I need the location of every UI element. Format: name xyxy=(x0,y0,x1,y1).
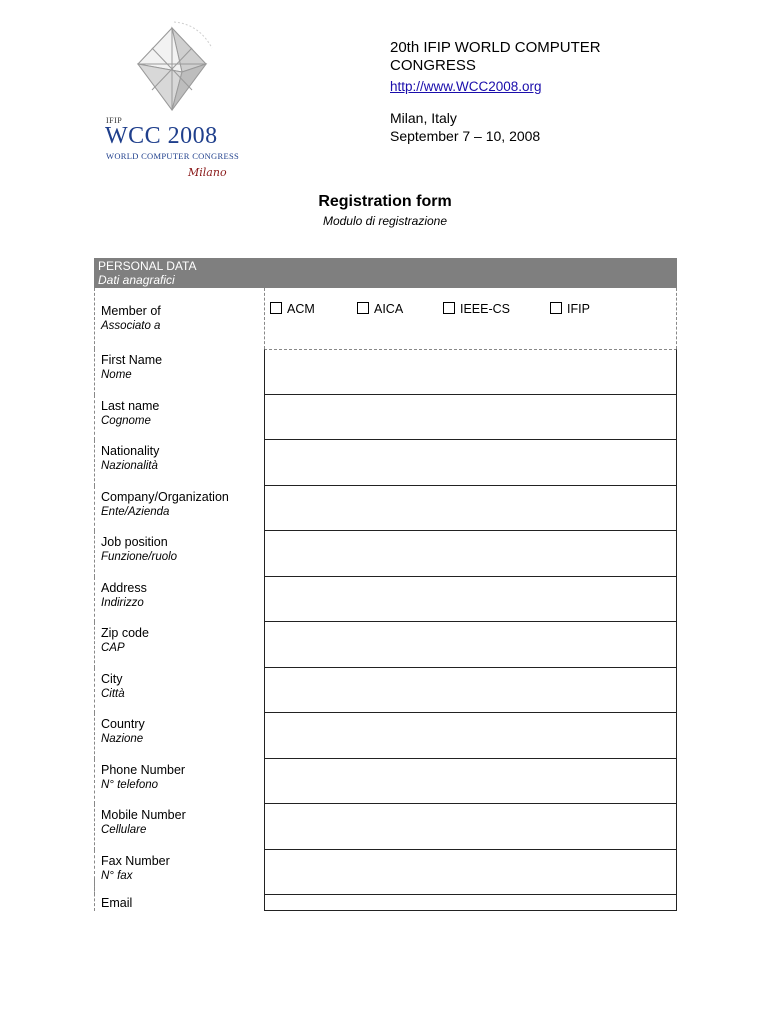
section-title: PERSONAL DATA xyxy=(98,259,197,273)
checkbox-icon[interactable] xyxy=(357,302,369,314)
registration-table xyxy=(94,258,677,911)
member-label: Member of xyxy=(101,304,161,318)
email-field[interactable] xyxy=(264,879,677,911)
logo-subtitle: WORLD COMPUTER CONGRESS xyxy=(106,151,239,161)
member-option-aica[interactable]: AICA xyxy=(357,302,403,316)
member-options xyxy=(270,302,680,318)
form-row-address: Address Indirizzo xyxy=(94,577,677,623)
logo-org: IFIP xyxy=(106,116,123,125)
form-title-block xyxy=(0,193,770,228)
checkbox-icon[interactable] xyxy=(443,302,455,314)
form-row-last-name: Last name Cognome xyxy=(94,395,677,441)
company-field[interactable] xyxy=(264,486,677,532)
form-subtitle: Modulo di registrazione xyxy=(322,214,448,228)
form-row-phone: Phone Number N° telefono xyxy=(94,759,677,805)
form-row-nationality: Nationality Nazionalità xyxy=(94,440,677,486)
country-field[interactable] xyxy=(264,713,677,759)
form-row-first-name: First Name Nome xyxy=(94,349,677,395)
job-position-field[interactable] xyxy=(264,531,677,577)
event-location: Milan, Italy xyxy=(390,110,457,126)
event-dates: September 7 – 10, 2008 xyxy=(390,128,541,144)
form-row-country: Country Nazione xyxy=(94,713,677,759)
form-row-mobile: Mobile Number Cellulare xyxy=(94,804,677,850)
form-row-company: Company/Organization Ente/Azienda xyxy=(94,486,677,532)
logo-city: Milano xyxy=(188,166,227,179)
first-name-field[interactable] xyxy=(264,349,677,395)
form-row-job-position: Job position Funzione/ruolo xyxy=(94,531,677,577)
form-row-city: City Città xyxy=(94,668,677,714)
form-title: Registration form xyxy=(318,193,452,210)
member-label-it: Associato a xyxy=(101,320,161,332)
form-row-fax: Fax Number N° fax xyxy=(94,850,677,896)
checkbox-icon[interactable] xyxy=(550,302,562,314)
member-label-cell xyxy=(94,288,264,349)
form-row-zip-code: Zip code CAP xyxy=(94,622,677,668)
member-options-cell xyxy=(264,288,677,349)
nationality-field[interactable] xyxy=(264,440,677,486)
event-url-link[interactable]: http://www.WCC2008.org xyxy=(390,79,542,94)
section-subtitle: Dati anagrafici xyxy=(98,273,175,287)
octahedron-logo-icon xyxy=(104,20,214,120)
member-option-ieee-cs[interactable]: IEEE-CS xyxy=(443,302,510,316)
city-field[interactable] xyxy=(264,668,677,714)
zip-code-field[interactable] xyxy=(264,622,677,668)
mobile-field[interactable] xyxy=(264,804,677,850)
last-name-field[interactable] xyxy=(264,395,677,441)
form-row-email: Email xyxy=(94,879,677,911)
address-field[interactable] xyxy=(264,577,677,623)
section-header xyxy=(94,258,677,288)
logo-name: WCC 2008 xyxy=(105,123,218,149)
member-option-ifip[interactable]: IFIP xyxy=(550,302,590,316)
member-row xyxy=(94,288,677,349)
wcc-logo xyxy=(104,20,264,179)
checkbox-icon[interactable] xyxy=(270,302,282,314)
event-title: 20th IFIP WORLD COMPUTER CONGRESS xyxy=(390,39,601,74)
phone-field[interactable] xyxy=(264,759,677,805)
member-option-acm[interactable]: ACM xyxy=(270,302,315,316)
event-header xyxy=(390,39,690,145)
